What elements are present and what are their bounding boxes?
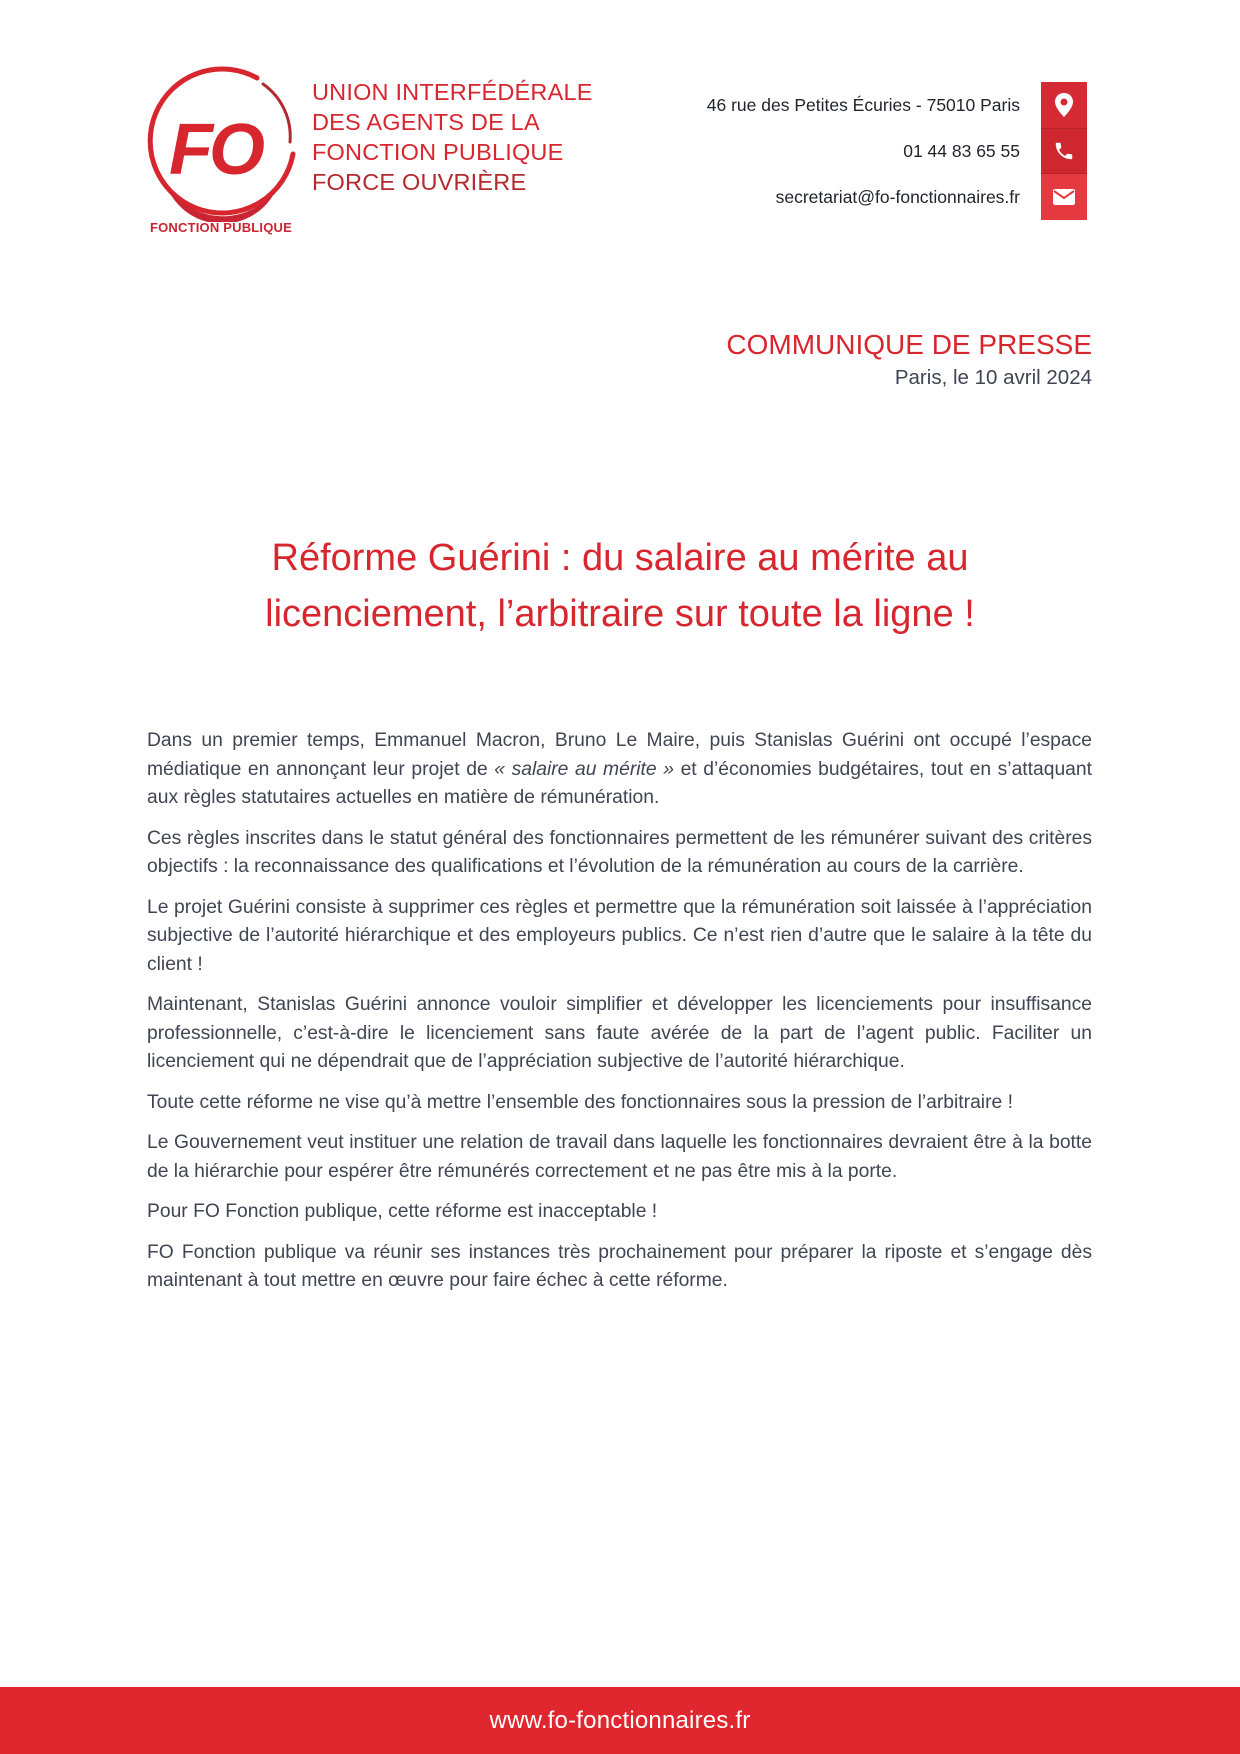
paragraph-8: FO Fonction publique va réunir ses instances très prochainement pour préparer la riposte et s’engage dès maintenant à tout mettre en œuvre pour faire échec à cette réforme. [147, 1241, 1092, 1291]
organization-line-1: UNION INTERFÉDÉRALE [312, 79, 593, 105]
organization-line-3: FONCTION PUBLIQUE [312, 139, 564, 165]
fo-logo-mark [145, 62, 297, 222]
phone-icon [1041, 128, 1087, 174]
headline-line-1: Réforme Guérini : du salaire au mérite au [271, 537, 969, 579]
contact-icons [1041, 82, 1087, 220]
paragraph-1 [147, 727, 1092, 813]
organization-line-4: FORCE OUVRIÈRE [312, 169, 527, 195]
paragraph-5: Toute cette réforme ne vise qu’à mettre l’ensemble des fonctionnaires sous la pression de l’arbitraire ! [147, 1091, 1013, 1113]
press-release-label: COMMUNIQUE DE PRESSE [726, 329, 1092, 360]
paragraph-4: Maintenant, Stanislas Guérini annonce vouloir simplifier et développer les licenciements pour insuffisance professionnelle, c’est-à-dire le licenciement sans faute avérée de la part de l’agent public. Faciliter un licenciement qui ne dépendrait que de l’appréciation subjective de l’autorité hiérarchique. [147, 994, 1092, 1072]
paragraph-1-emphasis: « salaire au mérite » [494, 758, 674, 780]
fo-logo-text: FO [169, 110, 261, 190]
organization-name [312, 77, 593, 197]
press-release-header [726, 327, 1092, 393]
logo-caption: FONCTION PUBLIQUE [149, 220, 293, 235]
contact-phone[interactable]: 01 44 83 65 55 [903, 141, 1020, 161]
body-text [147, 727, 1092, 1308]
contact-block [707, 82, 1020, 220]
location-pin-icon [1041, 82, 1087, 128]
envelope-icon [1041, 174, 1087, 220]
contact-email[interactable]: secretariat@fo-fonctionnaires.fr [775, 187, 1020, 207]
headline-line-2: licenciement, l’arbitraire sur toute la ligne ! [265, 593, 975, 635]
paragraph-3: Le projet Guérini consiste à supprimer ces règles et permettre que la rémunération soit laissée à l’appréciation subjective de l’autorité hiérarchique et des employeurs publics. Ce n’est rien d’autre que le salaire à la tête du client ! [147, 896, 1092, 975]
press-release-date: Paris, le 10 avril 2024 [894, 366, 1092, 389]
contact-address: 46 rue des Petites Écuries - 75010 Paris [706, 95, 1020, 115]
paragraph-1-end: et d’économies budgétaires, tout en s’attaquant aux règles statutaires actuelles en matière de rémunération. [147, 758, 1092, 808]
footer-bar [0, 1687, 1240, 1754]
paragraph-6: Le Gouvernement veut instituer une relation de travail dans laquelle les fonctionnaires devraient être à la botte de la hiérarchie pour espérer être rémunérés correctement et ne pas être mis à la porte. [147, 1132, 1092, 1182]
fo-logo [145, 62, 305, 242]
organization-line-2: DES AGENTS DE LA [312, 109, 540, 135]
paragraph-2: Ces règles inscrites dans le statut général des fonctionnaires permettent de les rémunérer suivant des critères objectifs : la reconnaissance des qualifications et l’évolution de la rémunération au cours de la carrière. [147, 827, 1092, 877]
paragraph-1-start: Dans un premier temps, Emmanuel Macron, Bruno Le Maire, puis Stanislas Guérini ont occupé l’espace médiatique en annonçant leur projet de [147, 730, 1092, 780]
footer-website-link[interactable]: www.fo-fonctionnaires.fr [489, 1707, 751, 1734]
headline [147, 530, 1093, 642]
paragraph-7: Pour FO Fonction publique, cette réforme est inacceptable ! [147, 1201, 658, 1222]
